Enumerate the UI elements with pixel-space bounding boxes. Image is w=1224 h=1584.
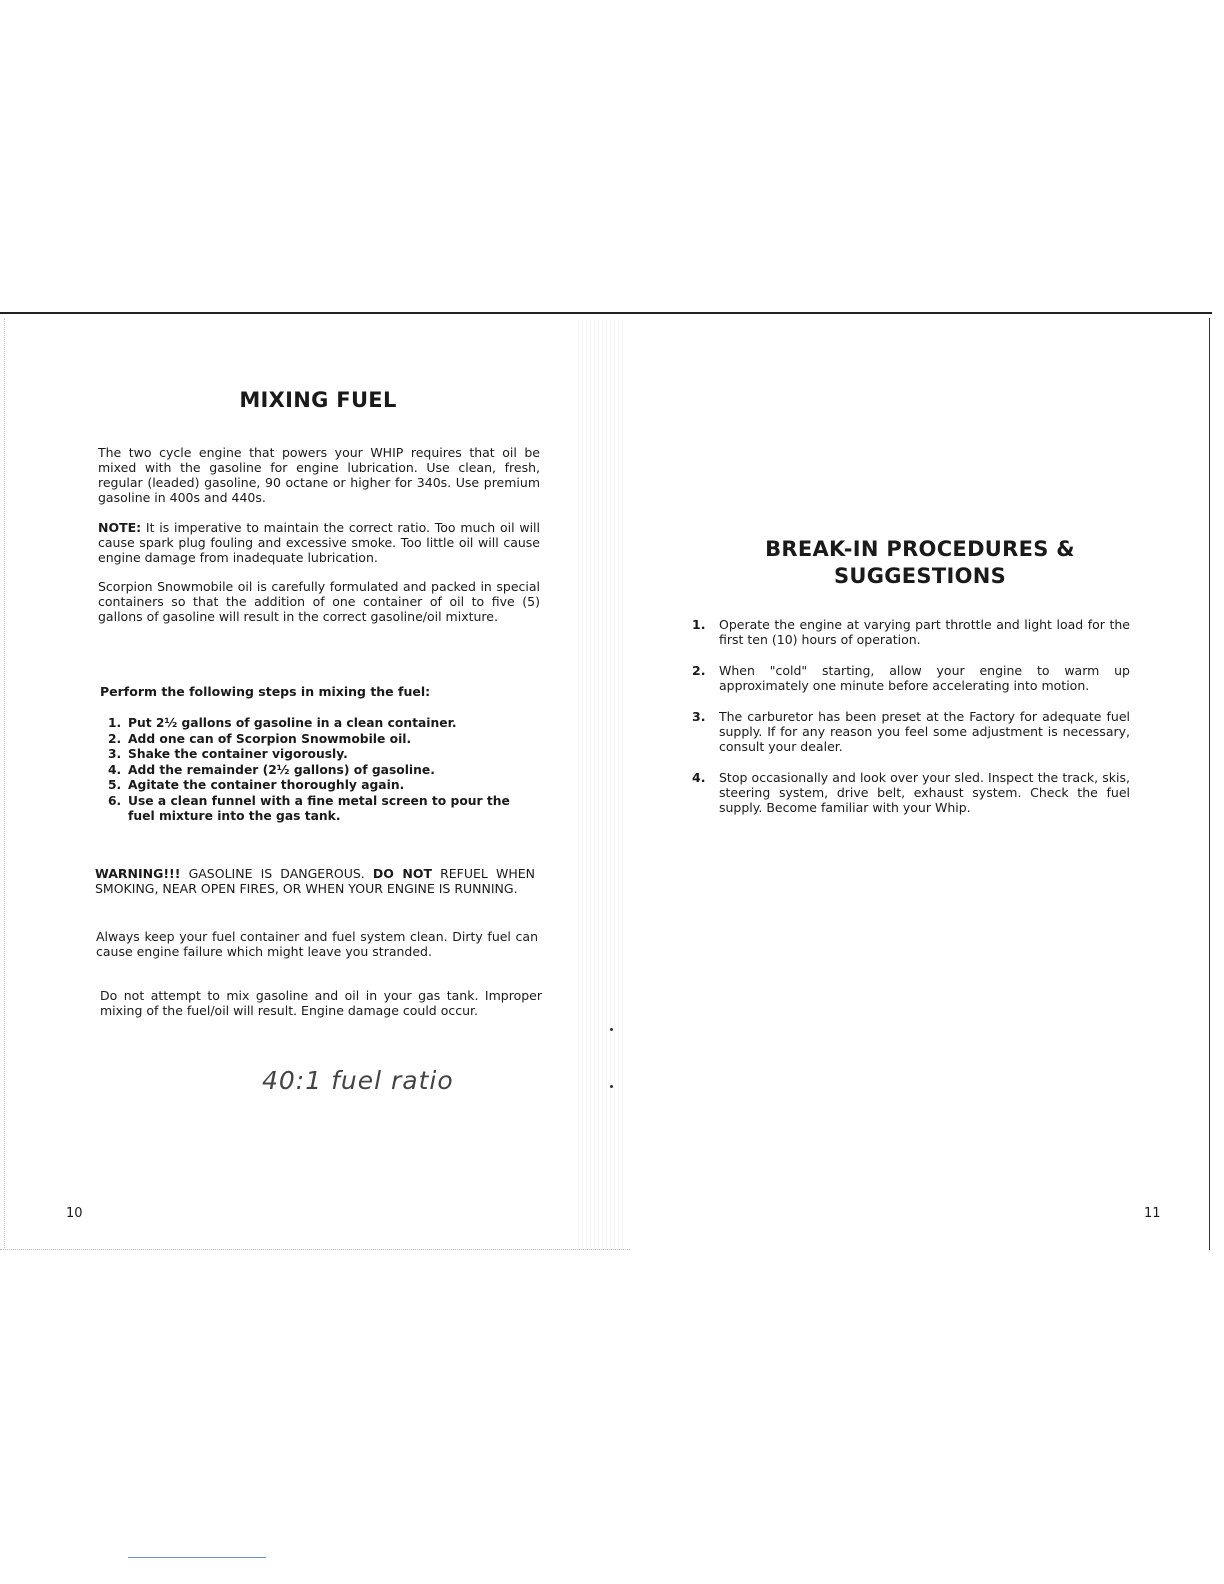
list-item: 1. Operate the engine at varying part throttle and light load for the first ten (10) hours of operation. xyxy=(692,617,1130,647)
keep-clean-paragraph: Always keep your fuel container and fuel system clean. Dirty fuel can cause engine failure which might leave you stranded. xyxy=(96,929,538,959)
scorpion-oil-paragraph: Scorpion Snowmobile oil is carefully formulated and packed in special containers so that the addition of one container of oil to five (5) gallons of gasoline will result in the correct gasoline/oil mixture. xyxy=(98,579,540,624)
note-label: NOTE: xyxy=(98,520,142,535)
note-paragraph xyxy=(98,520,540,565)
list-item: 3. The carburetor has been preset at the Factory for adequate fuel supply. If for any reason you feel some adjustment is necessary, consult your dealer. xyxy=(692,709,1130,754)
page-number-right: 11 xyxy=(1144,1206,1161,1221)
list-item: 2. When "cold" starting, allow your engine to warm up approximately one minute before accelerating into motion. xyxy=(692,663,1130,693)
list-item: 4. Add the remainder (2½ gallons) of gasoline. xyxy=(108,762,435,777)
list-item: 5. Agitate the container thoroughly again. xyxy=(108,778,405,792)
right-page-edge xyxy=(1209,318,1210,1250)
list-item: 1. Put 2½ gallons of gasoline in a clean container. xyxy=(108,716,457,730)
list-item: 3. Shake the container vigorously. xyxy=(108,747,348,761)
break-in-title-line2: SUGGESTIONS xyxy=(833,564,1007,588)
break-in-list xyxy=(692,617,1130,831)
binding-gutter xyxy=(575,320,625,1250)
list-item: 4. Stop occasionally and look over your sled. Inspect the track, skis, steering system, drive belt, exhaust system. Check the fuel supply. Become familiar with your Whip. xyxy=(692,770,1130,815)
gutter-speck xyxy=(610,1028,613,1031)
do-not-mix-paragraph: Do not attempt to mix gasoline and oil in your gas tank. Improper mixing of the fuel/oil will result. Engine damage could occur. xyxy=(100,988,542,1018)
handwritten-note: 40:1 fuel ratio xyxy=(262,1066,454,1095)
steps-heading: Perform the following steps in mixing the fuel: xyxy=(100,684,431,699)
break-in-title xyxy=(700,536,1140,590)
intro-paragraph: The two cycle engine that powers your WHIP requires that oil be mixed with the gasoline for engine lubrication. Use clean, fresh, regular (leaded) gasoline, 90 octane or higher for 340s. Use premium gasoline in 400s and 440s. xyxy=(98,445,540,505)
page-number-left: 10 xyxy=(66,1206,83,1221)
mixing-fuel-title: MIXING FUEL xyxy=(239,388,397,412)
gutter-speck xyxy=(610,1085,613,1088)
top-rule xyxy=(0,312,1212,314)
warning-label: WARNING!!! xyxy=(95,866,181,881)
break-in-title-line1: BREAK-IN PROCEDURES & xyxy=(765,537,1075,561)
list-item: 6. Use a clean funnel with a fine metal screen to pour the fuel mixture into the gas tank. xyxy=(108,793,510,823)
mixing-steps-list xyxy=(98,716,538,825)
blue-underline-mark xyxy=(128,1557,266,1558)
do-not-label: DO NOT xyxy=(372,866,432,881)
list-item: 2. Add one can of Scorpion Snowmobile oil. xyxy=(108,731,412,746)
note-text: It is imperative to maintain the correct ratio. Too much oil will cause spark plug fouling and excessive smoke. Too little oil will cause engine damage from inadequate lubrication. xyxy=(98,520,540,565)
left-page-edge xyxy=(4,318,5,1248)
warning-paragraph: WARNING!!! GASOLINE IS DANGEROUS. DO NOT REFUEL WHEN SMOKING, NEAR OPEN FIRES, OR WHEN YOUR ENGINE IS RUNNING. xyxy=(95,866,535,896)
bottom-rule xyxy=(0,1249,630,1250)
